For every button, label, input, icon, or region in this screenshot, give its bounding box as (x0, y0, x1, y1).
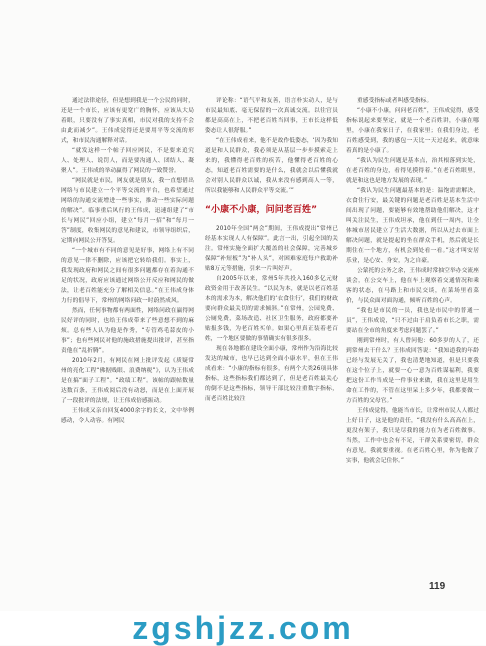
paragraph: “一个城市有不同的意见是好事，网络上有不同的意见一律不删除，应该把它转给我们。事实上，我发现政府和网民之间有很多问题都存在着沟通不足的状况，政府应该通过网络公开反应和网民的做法，让老百姓能充分了解相关信息。”在王伟成身体力行的倡导下，常州的网络问政一时蔚然成风。 (61, 248, 194, 304)
paragraph: “我认为民生问题是基本点，治其根落到实处，在老百姓的身边，看得见摸得着。”在老百姓眼里，就是和这也是地方发展的表现。” (346, 158, 479, 184)
paragraph: 重感受指标或者叫感受指标。 (357, 98, 433, 104)
paragraph: 通过法律途径，但是想到我是一个公民的同时，还是一个市长，应该有更宽广的胸怀，应该从大局着眼，只要没有了事实真相，市民对我的支持不会由此而减少”。王伟成觉得还是要用平等交流的形式，和市民沟通解释对话。 (61, 98, 194, 144)
paragraph: “就发这样一个帖子回应网民，不是要来追究人、处理人、说罚人，而是要沟通人、团结人、凝聚人”。王伟成的举动赢得了网民的一致赞誉。 (61, 148, 194, 174)
text-column-right (346, 96, 479, 466)
section-headline: “小康不小康，问问老百姓” (205, 205, 318, 215)
paragraph: “在王伟成看来，他不是故作低姿态，‘因为我知道是和人民群众，我必须是从基层一步步摸索走上来的，我懂得老百姓的疾苦，他懂得老百姓的心态，知道老百姓需要的是什么，我就会以后懂我就会对别人民群众以诚，我从来没有感到高人一等，所以我能够和人民群众平等交流。’” (205, 138, 338, 194)
paragraph: “小康不小康，问问老百姓”，王伟成觉得，感受指标说起来要坚定，就是一个老百姓讲，小康在哪里，小康在我家日子，在我家里；在我们身边，老百姓感受到，我的感包一天比一天过起来，就意味着真的是小康了。 (346, 108, 479, 154)
text-column-middle (205, 96, 338, 404)
paragraph: “我也是市民的一员，我也是市民中的普通一员”，王伟成说，“只不过由于肩负着市长之职，需要站在全市的角度来考虑问题罢了。” (346, 308, 479, 334)
page-number: 119 (429, 581, 446, 592)
text-column-left (61, 96, 194, 426)
paragraph: 自2005年以来，常州5年共投入160多亿元财政资金用于改善民生。“以民为本，就是以老百姓基本的需求为本，解决他们的‘衣食住行’，我们的财政要向群众最关切的需求倾斜。”在常州，公园免费、公厕免费，菜场改造、社区卫生服务，政府都要补贴报多钱，为老百姓买单。如果心里真正装着老百姓，一个地区要做的事情确实有很多很多。 (205, 276, 338, 342)
paragraph: 王伟成又亲自回复4000余字的长文，文中举例感动，令人动容。有网民 (61, 408, 194, 424)
paragraph: “网民就是市民，网友就是朋友，我一直想借出网络与市民建立一个平等交流的平台，也希望通过网络的沟通交流增进一些事实，推动一些实际问题的解决”。临事重后风行的王伟成，迅速组建了“市长与网民”回应小组，建立“每月一招”和“每月一答”制度，收集网民的意见和建议，市领导组织后，定期向网民公开答复。 (61, 178, 194, 244)
paragraph: 现在各地都在建设全面小康，常州作为沿海比较发达的城市，也早已达到全面小康水平，但在王伟成看来：“小康的指标有很多，有两个大类26项具体指标，这些指标我们都达到了，但是老百姓最关心的倒不是这些指标，领导干部比较注重数字指标，而老百姓比较注 (205, 346, 338, 402)
paragraph: 公蒙托的公务之余，王伟成时常抽空举办交流座谈会，在公交车上，他在车上观察着交通情况和乘客的状态，在马路上和市民交谈，在菜场里看菜价，与民众面对面沟通，倾听百姓的心声。 (346, 268, 479, 304)
paragraph: 刚到常州时，有人曾问他：60多岁的人了，还到常州去干什么？王伟成回答说：“我知道我的年龄已经与发展无关了，我也清楚地知道，但是只要我在这个位子上，就要一心一意为百姓谋福利，我要把这份工作当成是一件事业来做，我在这里是用生命在工作的，不管在这里呆上多少年，我都要做一方百姓的父母官。” (346, 338, 479, 404)
paragraph: “我认为民生问题最基本的是：温饱需需解决，衣食住行安，最关键的问题是老百姓是基本生活中间出现了问题，要能够有效地帮助他们解决，这才叫关注民生，王伟成坦承，他在到任一周内，让全体城市居民建立了生活大数据，所以从过去市面上解决问题，就是提起的坐在群众手机，然后就是长期住在一个地方，有机会到处看一看。”这才叫安居乐业，是心安、身安，为之自豪。 (346, 188, 479, 264)
paragraph: 2010年全国“两会”期间，王伟成提出“常州已经基本实现人人有保障”。此言一出，引起全国的关注。常州实施全面扩大覆盖的社会保障，完善城乡保障“补短板”为“补人头”，对困难家庭每户救助补贴8万元等措施，引来一片叫好声。 (205, 226, 338, 272)
site-watermark: zgshjzz.com (0, 611, 486, 645)
paragraph: 王伟成觉得，他能当市长，让常州市民人人都过上好日子，这是他的责任，“我没有什么高高在上，更没有架子，我只是尽我的能力在为老百姓做事。当然，工作中也会有不足，干群关系要密切，群众有意见，我就要重视。在老百姓心里，你为他做了实事，他就会记住你。” (346, 408, 479, 464)
paragraph: 然而，任何事物都有两面性，网络问政在赢得网民好评的同时，也给王伟成带来了些意想不到的麻烦。总有些人认为他是作秀，“专管鸡毛蒜皮的小事”；也有些网民对他的施政措施提出批评，甚至指责他在“乱折腾”。 (61, 308, 194, 354)
paragraph: 2010年2月，有网民在网上批评发起《质疑常州的亮化工程“佛据贱眼、浪费纳税”》，认为王伟成是在搞“面子工程”。“政绩工程”。该帖的跟帖数量达数百条，王伟成阅后没有动怒，而是在上面开展了一段批评的法规，让王伟成倍感振动。 (61, 358, 194, 404)
paragraph: 评论称：“语气平和友善，语言朴实动人，是与市民最知底、毫无保留的一次真诚交流。以往官员都是高高在上，不把老百姓当回事，王市长这样低姿态让人很舒服。” (205, 98, 338, 134)
